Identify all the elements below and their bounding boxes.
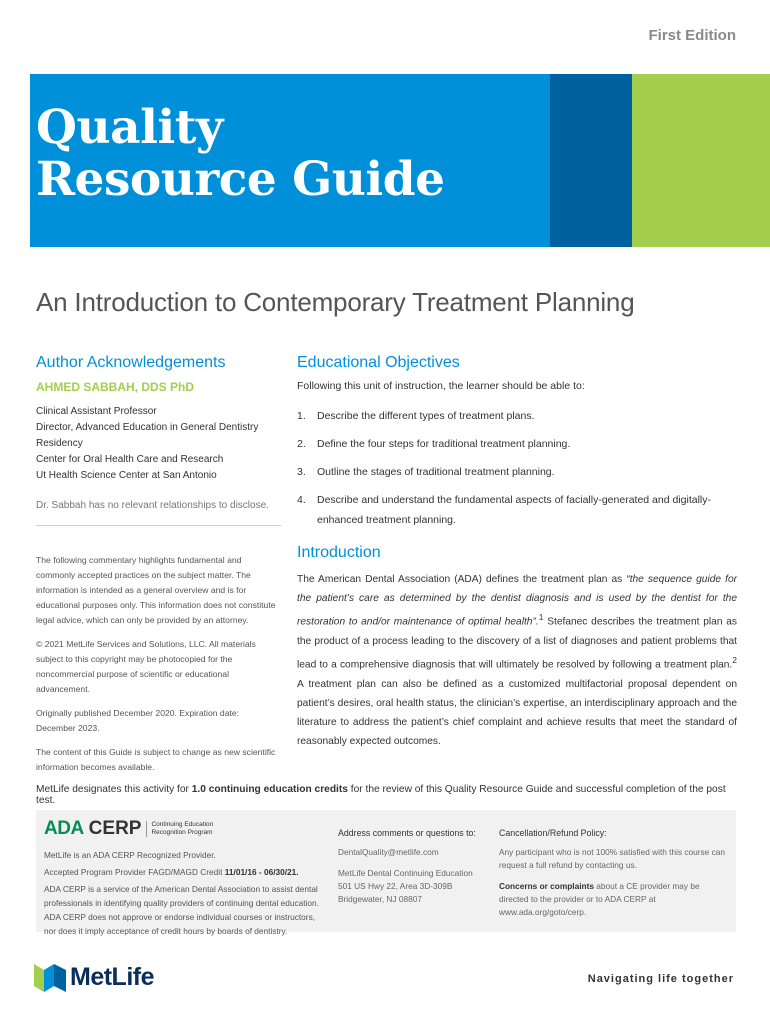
introduction-paragraph (297, 570, 737, 752)
objective-text: Define the four steps for traditional treatment planning. (317, 438, 571, 450)
contact-heading: Address comments or questions to: (338, 828, 476, 838)
document-subtitle: An Introduction to Contemporary Treatment Planning (36, 287, 635, 317)
cerp-info-box (36, 810, 736, 936)
author-disclosure: Dr. Sabbah has no relevant relationships to disclose. (36, 500, 281, 526)
objective-text: Describe the different types of treatment plans. (317, 410, 535, 422)
objective-number: 4. (297, 494, 306, 506)
banner-green-block (632, 74, 770, 247)
document-title (36, 102, 445, 206)
intro-text-start: The American Dental Association (ADA) defines the treatment plan as (297, 574, 627, 585)
metlife-logo (34, 962, 154, 992)
title-banner (30, 74, 770, 247)
cerp-logo-text: CERP (88, 818, 142, 839)
legal-paragraph: Originally published December 2020. Expiration date: December 2023. (36, 708, 240, 733)
author-heading: Author Acknowledgements (36, 354, 226, 371)
objectives-section (297, 354, 737, 538)
refund-heading: Cancellation/Refund Policy: (499, 828, 607, 838)
objective-item (297, 434, 737, 454)
objective-text: Outline the stages of traditional treatment planning. (317, 466, 555, 478)
cerp-statement: ADA CERP is a service of the American Dental Association to assist dental professionals in identifying quality providers of continuing dental education. ADA CERP does not approve or endorse individual courses or instructors, nor does it imply acceptance of credit hours by boards of dentistry. (44, 884, 319, 936)
credits-post: for the review of this Quality Resource Guide and successful completion of the post test. (36, 784, 726, 806)
contact-address: MetLife Dental Continuing Education 501 US Hwy 22, Area 3D-309B Bridgewater, NJ 08807 (338, 868, 473, 904)
refund-policy (499, 828, 729, 927)
objective-text: Describe and understand the fundamental aspects of facially-generated and digitally-enhanced treatment planning. (317, 494, 711, 526)
objective-number: 2. (297, 438, 306, 450)
author-line: Director, Advanced Education in General Dentistry (36, 422, 259, 433)
author-line: Center for Oral Health Care and Research (36, 454, 224, 465)
objective-item (297, 406, 737, 426)
cerp-approved-text (44, 865, 324, 879)
legal-paragraph: The following commentary highlights fundamental and commonly accepted practices on the subject matter. The information is intended as a general overview and is for educational purposes only. This information does not constitute legal advice, which can only be provided by an attorney. (36, 555, 276, 625)
cerp-logo-subtext-1: Continuing Education (151, 821, 214, 828)
objective-number: 3. (297, 466, 306, 478)
cerp-approved-dates: 11/01/16 - 06/30/21. (224, 867, 299, 877)
cerp-provider-info (44, 818, 324, 941)
credits-amount: 1.0 continuing education credits (191, 784, 348, 795)
objectives-list (297, 406, 737, 530)
author-line: Clinical Assistant Professor (36, 406, 157, 417)
title-line-2: Resource Guide (36, 152, 445, 207)
author-line: Residency (36, 438, 83, 449)
cerp-approved-pre: Accepted Program Provider FAGD/MAGD Credit (44, 867, 225, 877)
author-details (36, 404, 281, 484)
objective-item (297, 462, 737, 482)
introduction-heading: Introduction (297, 544, 381, 561)
intro-text-end: A treatment plan can also be defined as a customized multifactorial proposal dependent on patient’s desires, oral health status, the clinician’s expertise, an interdisciplinary approach and the literature to address the patient’s chief complaint and achieve results that meet the standard of reasonably expected outcomes. (297, 678, 737, 748)
complaints-body: about a CE provider may be directed to the provider or to ADA CERP at www.ada.org/goto/cerp. (499, 881, 700, 917)
objectives-intro: Following this unit of instruction, the learner should be able to: (297, 380, 585, 392)
legal-notes (36, 553, 281, 784)
author-name: AHMED SABBAH, DDS PhD (36, 380, 195, 394)
complaints-label: Concerns or complaints (499, 881, 594, 891)
cerp-logo-subtext (146, 821, 213, 837)
ada-cerp-logo (44, 818, 324, 840)
objective-item (297, 490, 737, 530)
metlife-logo-text: MetLife (70, 962, 154, 991)
metlife-mark-icon (34, 962, 66, 992)
contact-info (338, 828, 488, 914)
complaints-text (499, 880, 729, 919)
objectives-heading: Educational Objectives (297, 354, 460, 371)
edition-label: First Edition (648, 27, 736, 44)
cerp-logo-subtext-2: Recognition Program (151, 829, 213, 836)
refund-text: Any participant who is not 100% satisfied with this course can request a full refund by contacting us. (499, 847, 725, 870)
cerp-provider-text: MetLife is an ADA CERP Recognized Provider. (44, 850, 216, 860)
ada-logo-text: ADA (44, 818, 84, 839)
title-line-1: Quality (36, 100, 223, 155)
banner-dark-blue-block (550, 74, 632, 247)
credits-statement (36, 784, 736, 806)
tagline: Navigating life together (587, 973, 734, 985)
author-line: Ut Health Science Center at San Antonio (36, 470, 217, 481)
introduction-section (297, 544, 737, 752)
objective-number: 1. (297, 410, 306, 422)
legal-paragraph: © 2021 MetLife Services and Solutions, LLC. All materials subject to this copyright may be photocopied for the noncommercial purpose of scientific or educational advancement. (36, 639, 256, 694)
contact-email[interactable]: DentalQuality@metlife.com (338, 847, 439, 857)
credits-pre: MetLife designates this activity for (36, 784, 192, 795)
footnote-ref-2: 2 (732, 655, 737, 666)
intro-text-mid: Stefanec describes the treatment plan as the product of a process leading to the discovery of a list of diagnoses and patient problems that lead to a comprehensive diagnosis that will ultimately be resolved by following a treatment plan. (297, 616, 737, 671)
footnote-ref-1: 1 (538, 612, 544, 623)
legal-paragraph: The content of this Guide is subject to change as new scientific information becomes available. (36, 747, 276, 772)
author-section (36, 354, 281, 526)
intro-ada-quote: “the sequence guide for the patient’s care as determined by the dentist diagnosis and is used by the dentist for the restoration to and/or maintenance of optimal health”. (297, 574, 737, 628)
